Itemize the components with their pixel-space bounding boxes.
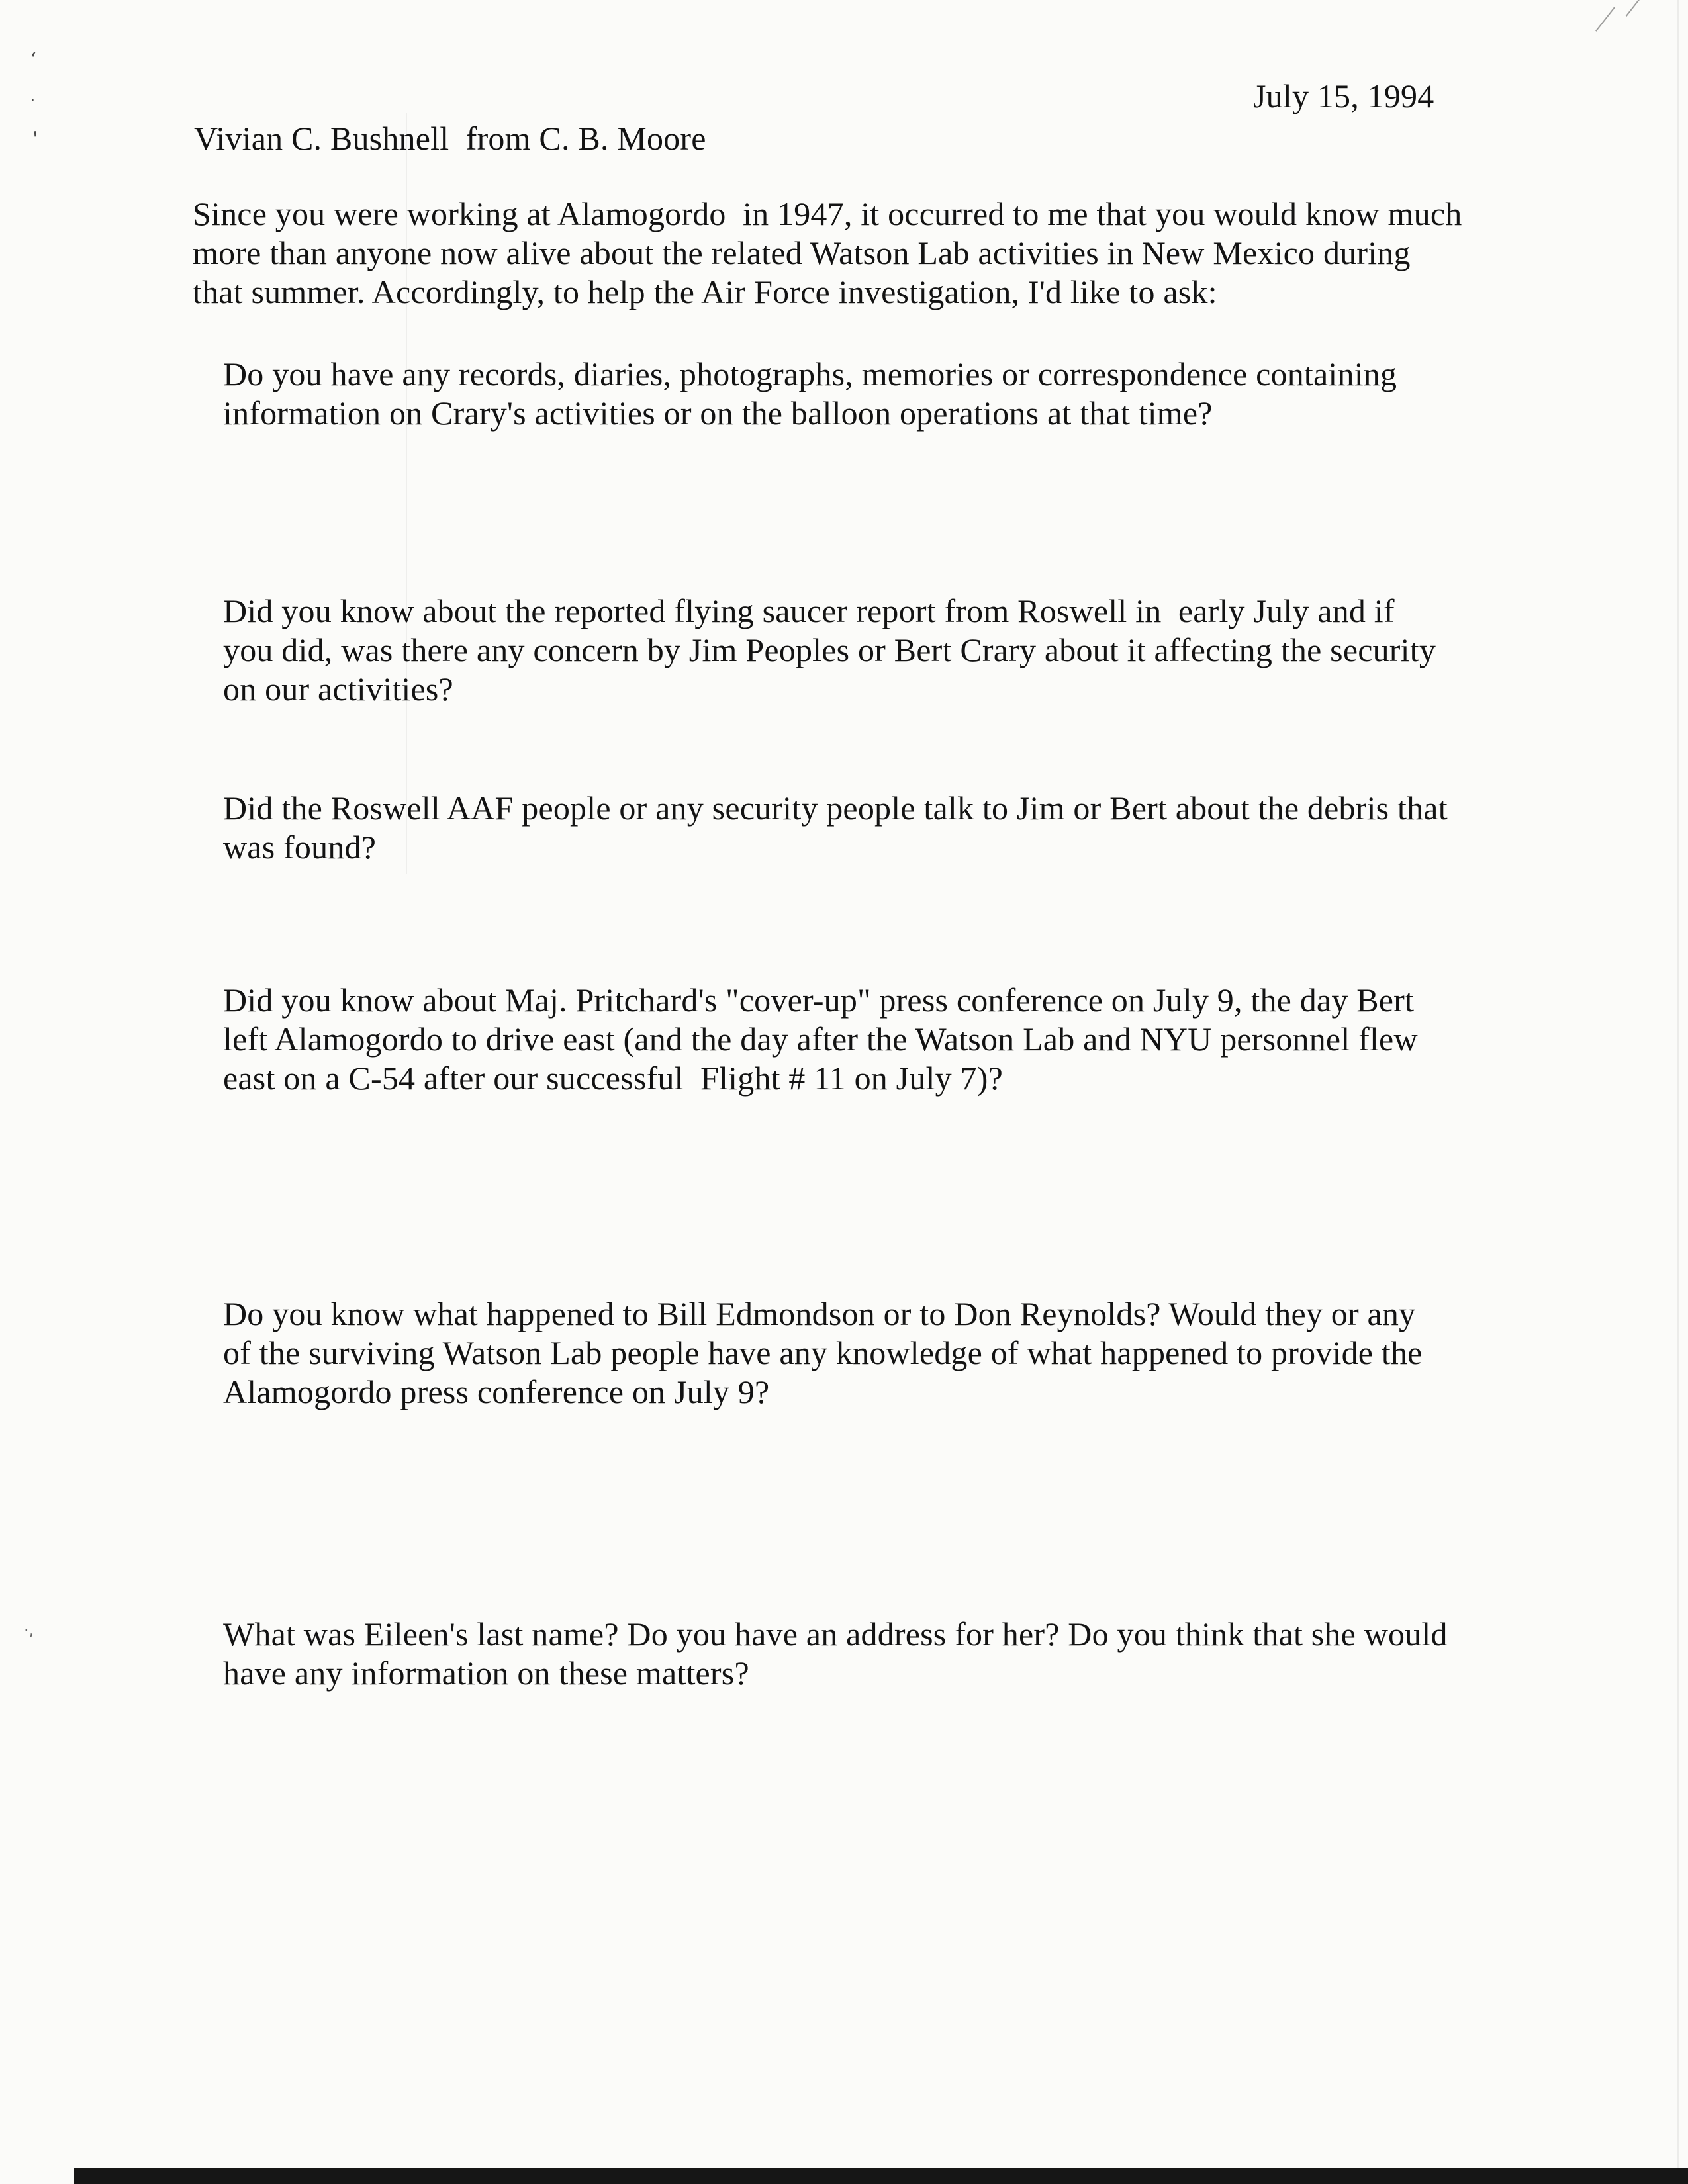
- bottom-scan-bar: [74, 2168, 1688, 2184]
- question-roswell-aaf: Did the Roswell AAF people or any security people talk to Jim or Bert about the debris that was found?: [223, 790, 1456, 866]
- corner-pen-mark: [1626, 0, 1641, 17]
- scan-speck: ·,: [24, 1621, 34, 1639]
- question-press-conference: Did you know about Maj. Pritchard's "cover-up" press conference on July 9, the day Bert left Alamogordo to drive east (and the day after the Watson Lab and NYU personnel flew east on a C-54 after our successful Flight # 11 on July 7)?: [223, 981, 1427, 1097]
- scan-speck: ·: [30, 93, 35, 109]
- scan-speck: ‘: [26, 48, 38, 72]
- scan-speck: ': [32, 127, 40, 152]
- question-eileen: What was Eileen's last name? Do you have an address for her? Do you think that she would have any information on these matters?: [223, 1615, 1456, 1692]
- scan-edge-shadow: [1677, 0, 1679, 2184]
- intro-paragraph: Since you were working at Alamogordo in 1947, it occurred to me that you would know much more than anyone now alive about the related Watson Lab activities in New Mexico during that summer. Accordingly, to help the Air Force investigation, I'd like to ask:: [193, 195, 1471, 310]
- question-records: Do you have any records, diaries, photographs, memories or correspondence containing information on Crary's activities or on the balloon operations at that time?: [223, 355, 1405, 432]
- question-edmondson-reynolds: Do you know what happened to Bill Edmondson or to Don Reynolds? Would they or any of the surviving Watson Lab people have any knowledge of what happened to provide the Alamogordo press conference on July 9?: [223, 1295, 1429, 1410]
- letter-date: July 15, 1994: [1253, 77, 1434, 114]
- corner-pen-mark: [1595, 7, 1615, 31]
- question-saucer-report: Did you know about the reported flying saucer report from Roswell in early July and if you did, was there any concern by Jim Peoples or Bert Crary about it affecting the security on our activities?: [223, 592, 1444, 707]
- letter-salutation: Vivian C. Bushnell from C. B. Moore: [194, 120, 706, 157]
